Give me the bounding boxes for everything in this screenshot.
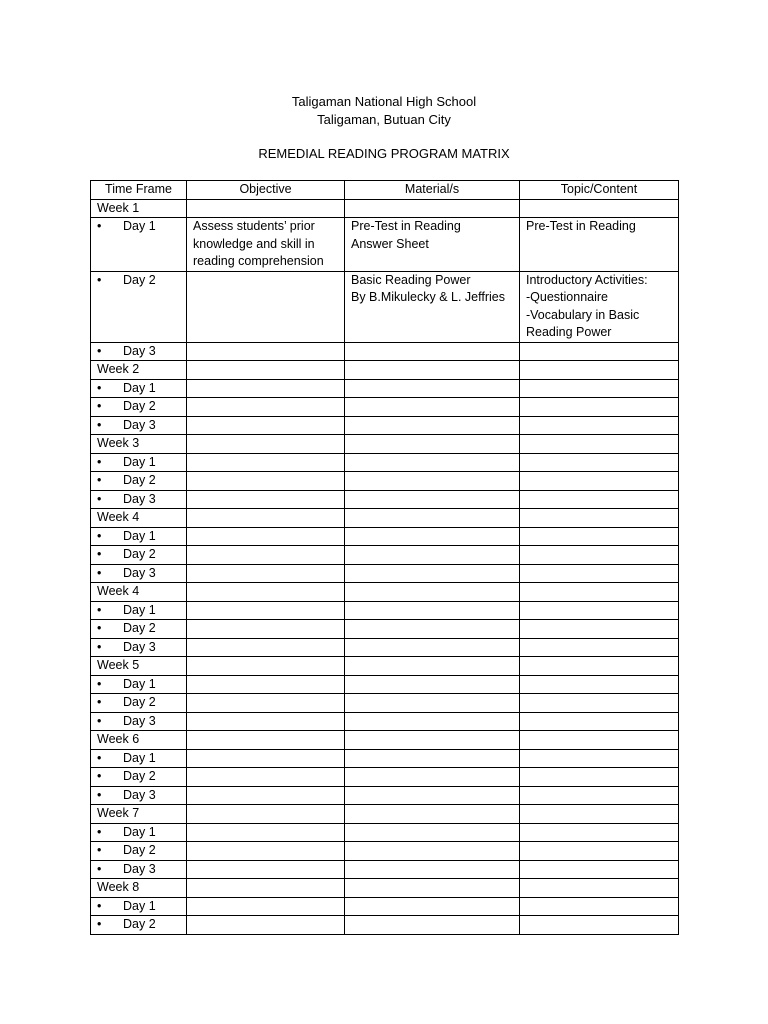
bullet-icon: •	[97, 621, 102, 635]
table-row	[91, 897, 679, 916]
materials-cell	[345, 749, 520, 768]
day-cell	[91, 749, 187, 768]
objective-cell	[187, 712, 345, 731]
table-row	[91, 768, 679, 787]
day-cell	[91, 768, 187, 787]
objective-cell	[187, 897, 345, 916]
materials-cell	[345, 731, 520, 750]
document-header	[0, 93, 768, 129]
bullet-icon: •	[97, 528, 102, 543]
day-cell	[91, 453, 187, 472]
objective-cell	[187, 916, 345, 935]
day-label: Day 2	[123, 399, 156, 413]
objective-cell	[187, 342, 345, 361]
table-row	[91, 583, 679, 602]
materials-cell	[345, 823, 520, 842]
topic-content-cell	[520, 805, 679, 824]
day-label: Day 1	[123, 898, 156, 913]
table-row	[91, 916, 679, 935]
objective-cell	[187, 768, 345, 787]
materials-cell	[345, 601, 520, 620]
materials-cell	[345, 879, 520, 898]
day-cell	[91, 620, 187, 639]
table-row	[91, 675, 679, 694]
day-label: Day 1	[123, 219, 156, 233]
bullet-icon: •	[97, 695, 102, 709]
day-label: Day 3	[123, 565, 156, 580]
materials-cell-text: Basic Reading Power By B.Mikulecky & L. Jeffries	[351, 272, 505, 304]
matrix-title: REMEDIAL READING PROGRAM MATRIX	[258, 146, 510, 161]
table-row	[91, 509, 679, 528]
objective-cell	[187, 453, 345, 472]
topic-content-cell-text: Introductory Activities: -Questionnaire -Vocabulary in Basic Reading Power	[526, 272, 648, 339]
materials-cell	[345, 842, 520, 861]
objective-cell	[187, 749, 345, 768]
table-row	[91, 490, 679, 509]
materials-cell	[345, 271, 520, 342]
materials-cell	[345, 509, 520, 528]
objective-cell	[187, 379, 345, 398]
day-cell	[91, 472, 187, 491]
table-row	[91, 199, 679, 218]
day-label: Day 2	[123, 917, 156, 931]
table-row	[91, 271, 679, 342]
table-row	[91, 786, 679, 805]
day-cell	[91, 490, 187, 509]
topic-content-cell	[520, 199, 679, 218]
materials-cell	[345, 490, 520, 509]
topic-content-cell	[520, 749, 679, 768]
day-label: Day 1	[123, 824, 156, 839]
topic-content-cell	[520, 583, 679, 602]
objective-cell	[187, 731, 345, 750]
table-row	[91, 694, 679, 713]
objective-cell	[187, 694, 345, 713]
week-label: Week 6	[91, 731, 187, 750]
objective-cell	[187, 218, 345, 272]
bullet-icon: •	[97, 491, 102, 506]
week-label: Week 1	[91, 199, 187, 218]
bullet-icon: •	[97, 713, 102, 728]
table-row	[91, 379, 679, 398]
topic-content-cell	[520, 379, 679, 398]
day-label: Day 2	[123, 843, 156, 857]
column-header-materials: Material/s	[345, 181, 520, 200]
topic-content-cell	[520, 490, 679, 509]
materials-cell	[345, 712, 520, 731]
objective-cell	[187, 416, 345, 435]
topic-content-cell	[520, 916, 679, 935]
topic-content-cell	[520, 897, 679, 916]
table-row	[91, 435, 679, 454]
table-row	[91, 416, 679, 435]
table-row	[91, 527, 679, 546]
materials-cell	[345, 379, 520, 398]
table-row	[91, 620, 679, 639]
topic-content-cell	[520, 694, 679, 713]
day-cell	[91, 842, 187, 861]
objective-cell	[187, 472, 345, 491]
day-cell	[91, 527, 187, 546]
materials-cell	[345, 398, 520, 417]
materials-cell	[345, 435, 520, 454]
objective-cell	[187, 860, 345, 879]
objective-cell	[187, 583, 345, 602]
bullet-icon: •	[97, 861, 102, 876]
day-label: Day 2	[123, 473, 156, 487]
topic-content-cell	[520, 453, 679, 472]
materials-cell	[345, 638, 520, 657]
week-label: Week 7	[91, 805, 187, 824]
school-name: Taligaman National High School	[291, 94, 477, 109]
materials-cell-text: Pre-Test in Reading Answer Sheet	[351, 219, 461, 251]
topic-content-cell	[520, 638, 679, 657]
materials-cell	[345, 583, 520, 602]
materials-cell	[345, 472, 520, 491]
objective-cell	[187, 879, 345, 898]
bullet-icon: •	[97, 343, 102, 358]
day-label: Day 2	[123, 547, 156, 561]
materials-cell	[345, 564, 520, 583]
day-label: Day 2	[123, 695, 156, 709]
day-label: Day 2	[123, 621, 156, 635]
day-cell	[91, 638, 187, 657]
column-header-objective: Objective	[187, 181, 345, 200]
topic-content-cell	[520, 546, 679, 565]
week-label: Week 4	[91, 583, 187, 602]
materials-cell	[345, 805, 520, 824]
day-cell	[91, 916, 187, 935]
table-row	[91, 398, 679, 417]
week-label: Week 3	[91, 435, 187, 454]
materials-cell	[345, 218, 520, 272]
table-row	[91, 842, 679, 861]
day-cell	[91, 546, 187, 565]
topic-content-cell	[520, 731, 679, 750]
topic-content-cell	[520, 620, 679, 639]
objective-cell	[187, 638, 345, 657]
topic-content-cell	[520, 509, 679, 528]
materials-cell	[345, 620, 520, 639]
table-row	[91, 712, 679, 731]
topic-content-cell	[520, 564, 679, 583]
objective-cell	[187, 564, 345, 583]
topic-content-cell	[520, 712, 679, 731]
topic-content-cell	[520, 675, 679, 694]
column-header-time-frame: Time Frame	[91, 181, 187, 200]
bullet-icon: •	[97, 219, 102, 233]
objective-cell	[187, 527, 345, 546]
program-matrix-table	[90, 180, 679, 935]
topic-content-cell	[520, 768, 679, 787]
topic-content-cell	[520, 435, 679, 454]
materials-cell	[345, 897, 520, 916]
day-label: Day 2	[123, 272, 156, 287]
day-cell	[91, 897, 187, 916]
objective-cell	[187, 601, 345, 620]
day-label: Day 2	[123, 769, 156, 783]
day-cell	[91, 271, 187, 342]
bullet-icon: •	[97, 547, 102, 561]
bullet-icon: •	[97, 417, 102, 432]
objective-cell	[187, 620, 345, 639]
materials-cell	[345, 546, 520, 565]
materials-cell	[345, 694, 520, 713]
day-cell	[91, 694, 187, 713]
day-cell	[91, 379, 187, 398]
objective-cell	[187, 398, 345, 417]
bullet-icon: •	[97, 602, 102, 617]
bullet-icon: •	[97, 824, 102, 839]
day-cell	[91, 398, 187, 417]
table-row	[91, 546, 679, 565]
bullet-icon: •	[97, 454, 102, 469]
objective-cell	[187, 435, 345, 454]
table-row	[91, 453, 679, 472]
table-row	[91, 638, 679, 657]
day-label: Day 3	[123, 861, 156, 876]
table-row	[91, 564, 679, 583]
column-header-topic-content: Topic/Content	[520, 181, 679, 200]
topic-content-cell	[520, 527, 679, 546]
day-label: Day 1	[123, 602, 156, 617]
objective-cell-text: Assess students’ prior knowledge and skill in reading comprehension	[193, 219, 324, 268]
school-location: Taligaman, Butuan City	[317, 112, 451, 127]
topic-content-cell	[520, 271, 679, 342]
materials-cell	[345, 527, 520, 546]
materials-cell	[345, 786, 520, 805]
day-label: Day 3	[123, 787, 156, 802]
objective-cell	[187, 657, 345, 676]
table-row	[91, 218, 679, 272]
day-label: Day 3	[123, 417, 156, 432]
topic-content-cell	[520, 879, 679, 898]
bullet-icon: •	[97, 565, 102, 580]
bullet-icon: •	[97, 473, 102, 487]
table-row	[91, 731, 679, 750]
materials-cell	[345, 675, 520, 694]
table-row	[91, 879, 679, 898]
objective-cell	[187, 675, 345, 694]
day-cell	[91, 712, 187, 731]
topic-content-cell	[520, 416, 679, 435]
materials-cell	[345, 916, 520, 935]
topic-content-cell	[520, 786, 679, 805]
topic-content-cell	[520, 842, 679, 861]
bullet-icon: •	[97, 399, 102, 413]
topic-content-cell	[520, 823, 679, 842]
table-row	[91, 601, 679, 620]
table-row	[91, 361, 679, 380]
bullet-icon: •	[97, 380, 102, 395]
table-row	[91, 472, 679, 491]
objective-cell	[187, 842, 345, 861]
table-row	[91, 657, 679, 676]
day-cell	[91, 218, 187, 272]
topic-content-cell	[520, 472, 679, 491]
day-label: Day 3	[123, 639, 156, 654]
bullet-icon: •	[97, 676, 102, 691]
bullet-icon: •	[97, 272, 102, 287]
materials-cell	[345, 342, 520, 361]
day-cell	[91, 823, 187, 842]
day-label: Day 1	[123, 750, 156, 765]
day-label: Day 1	[123, 380, 156, 395]
day-label: Day 1	[123, 676, 156, 691]
day-cell	[91, 342, 187, 361]
week-label: Week 4	[91, 509, 187, 528]
table-row	[91, 342, 679, 361]
bullet-icon: •	[97, 843, 102, 857]
objective-cell	[187, 490, 345, 509]
objective-cell	[187, 199, 345, 218]
bullet-icon: •	[97, 917, 102, 931]
materials-cell	[345, 199, 520, 218]
bullet-icon: •	[97, 787, 102, 802]
bullet-icon: •	[97, 750, 102, 765]
objective-cell	[187, 509, 345, 528]
day-cell	[91, 786, 187, 805]
materials-cell	[345, 416, 520, 435]
day-cell	[91, 564, 187, 583]
table-body	[91, 199, 679, 934]
materials-cell	[345, 768, 520, 787]
table-row	[91, 860, 679, 879]
topic-content-cell	[520, 601, 679, 620]
topic-content-cell	[520, 361, 679, 380]
objective-cell	[187, 361, 345, 380]
topic-content-cell	[520, 342, 679, 361]
objective-cell	[187, 546, 345, 565]
day-cell	[91, 601, 187, 620]
materials-cell	[345, 860, 520, 879]
day-label: Day 3	[123, 713, 156, 728]
bullet-icon: •	[97, 769, 102, 783]
bullet-icon: •	[97, 898, 102, 913]
week-label: Week 5	[91, 657, 187, 676]
table-row	[91, 749, 679, 768]
week-label: Week 8	[91, 879, 187, 898]
day-label: Day 3	[123, 343, 156, 358]
day-label: Day 1	[123, 454, 156, 469]
topic-content-cell	[520, 218, 679, 272]
topic-content-cell	[520, 398, 679, 417]
objective-cell	[187, 823, 345, 842]
day-cell	[91, 675, 187, 694]
day-label: Day 3	[123, 491, 156, 506]
day-cell	[91, 416, 187, 435]
objective-cell	[187, 786, 345, 805]
day-cell	[91, 860, 187, 879]
day-label: Day 1	[123, 528, 156, 543]
table-row	[91, 805, 679, 824]
table-row	[91, 823, 679, 842]
week-label: Week 2	[91, 361, 187, 380]
materials-cell	[345, 361, 520, 380]
topic-content-cell	[520, 860, 679, 879]
table-header-row	[91, 181, 679, 200]
topic-content-cell	[520, 657, 679, 676]
objective-cell	[187, 271, 345, 342]
topic-content-cell-text: Pre-Test in Reading	[526, 219, 636, 233]
bullet-icon: •	[97, 639, 102, 654]
objective-cell	[187, 805, 345, 824]
materials-cell	[345, 657, 520, 676]
materials-cell	[345, 453, 520, 472]
